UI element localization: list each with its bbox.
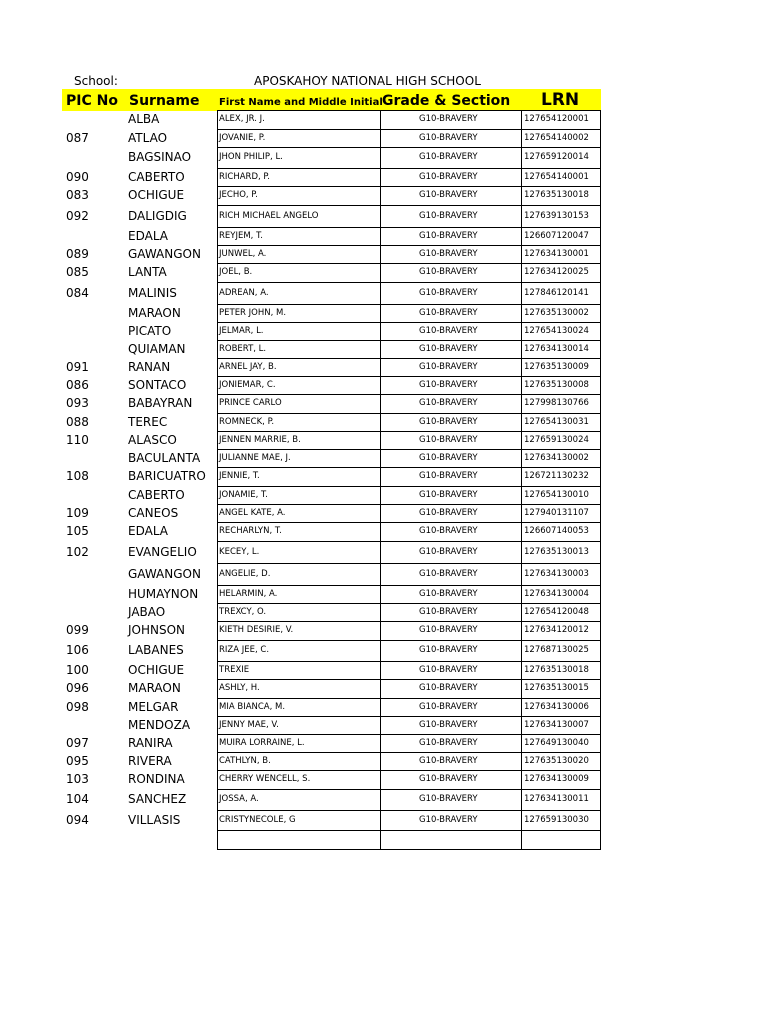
column-header-grade-section: Grade & Section xyxy=(382,93,511,109)
first-name-cell: ROMNECK, P. xyxy=(219,416,275,427)
pic-no-cell: 104 xyxy=(66,792,89,807)
school-name: APOSKAHOY NATIONAL HIGH SCHOOL xyxy=(254,74,481,88)
surname-cell: EVANGELIO xyxy=(128,544,197,559)
surname-cell: GAWANGON xyxy=(128,246,201,261)
first-name-cell: JENNIE, T. xyxy=(219,471,260,482)
grid-line xyxy=(217,147,601,148)
first-name-cell: RIZA JEE, C. xyxy=(219,645,270,656)
lrn-cell: 127635130009 xyxy=(524,361,589,372)
surname-cell: GAWANGON xyxy=(128,566,201,581)
pic-no-cell: 098 xyxy=(66,699,89,714)
grid-line xyxy=(217,522,601,523)
first-name-cell: JOEL, B. xyxy=(219,267,253,278)
lrn-cell: 127940131107 xyxy=(524,507,589,518)
surname-cell: MENDOZA xyxy=(128,717,191,732)
first-name-cell: JENNY MAE, V. xyxy=(219,719,279,730)
grid-line xyxy=(217,186,601,187)
grade-section-cell: G10-BRAVERY xyxy=(419,230,478,241)
surname-cell: CANEOS xyxy=(128,505,179,520)
first-name-cell: TREXCY, O. xyxy=(219,606,267,617)
first-name-cell: HELARMIN, A. xyxy=(219,588,278,599)
grade-section-cell: G10-BRAVERY xyxy=(419,568,478,579)
grade-section-cell: G10-BRAVERY xyxy=(419,416,478,427)
grade-section-cell: G10-BRAVERY xyxy=(419,398,478,409)
surname-cell: MELGAR xyxy=(128,699,179,714)
first-name-cell: JUNWEL, A. xyxy=(219,248,267,259)
grid-line xyxy=(217,340,601,341)
grid-line xyxy=(217,810,601,811)
pic-no-cell: 094 xyxy=(66,812,89,827)
grade-section-cell: G10-BRAVERY xyxy=(419,526,478,537)
surname-cell: MARAON xyxy=(128,681,181,696)
grid-line xyxy=(217,770,601,771)
surname-cell: OCHIGUE xyxy=(128,662,185,677)
column-header-lrn: LRN xyxy=(541,90,580,110)
lrn-cell: 127634130002 xyxy=(524,452,589,463)
grade-section-cell: G10-BRAVERY xyxy=(419,287,478,298)
lrn-cell: 127634130014 xyxy=(524,343,589,354)
surname-cell: RONDINA xyxy=(128,772,185,787)
grid-line xyxy=(217,282,601,283)
grade-section-cell: G10-BRAVERY xyxy=(419,452,478,463)
grade-section-cell: G10-BRAVERY xyxy=(419,814,478,825)
pic-no-cell: 095 xyxy=(66,753,89,768)
lrn-cell: 126721130232 xyxy=(524,471,589,482)
pic-no-cell: 088 xyxy=(66,414,89,429)
first-name-cell: ASHLY, H. xyxy=(219,683,260,694)
grade-section-cell: G10-BRAVERY xyxy=(419,434,478,445)
lrn-cell: 127846120141 xyxy=(524,287,589,298)
pic-no-cell: 091 xyxy=(66,359,89,374)
lrn-cell: 127659130030 xyxy=(524,814,589,825)
surname-cell: EDALA xyxy=(128,524,168,539)
lrn-cell: 127634130001 xyxy=(524,248,589,259)
lrn-cell: 127635130020 xyxy=(524,755,589,766)
grid-line xyxy=(217,504,601,505)
first-name-cell: RICHARD, P. xyxy=(219,171,270,182)
surname-cell: ATLAO xyxy=(128,130,168,145)
first-name-cell: JOVANIE, P. xyxy=(219,132,266,143)
grid-line xyxy=(217,640,601,641)
lrn-cell: 127634130011 xyxy=(524,794,589,805)
school-label: School: xyxy=(74,74,118,88)
grid-line xyxy=(217,716,601,717)
surname-cell: LANTA xyxy=(128,265,167,280)
grade-section-cell: G10-BRAVERY xyxy=(419,190,478,201)
first-name-cell: MIA BIANCA, M. xyxy=(219,701,286,712)
lrn-cell: 127635130002 xyxy=(524,307,589,318)
grid-line xyxy=(217,205,601,206)
lrn-cell: 127635130015 xyxy=(524,683,589,694)
first-name-cell: JELMAR, L. xyxy=(219,325,264,336)
lrn-cell: 126607120047 xyxy=(524,230,589,241)
pic-no-cell: 089 xyxy=(66,246,89,261)
grid-line xyxy=(217,394,601,395)
lrn-cell: 126607140053 xyxy=(524,526,589,537)
grid-line xyxy=(217,413,601,414)
surname-cell: QUIAMAN xyxy=(128,341,186,356)
table-header xyxy=(62,89,601,111)
pic-no-cell: 083 xyxy=(66,188,89,203)
first-name-cell: RECHARLYN, T. xyxy=(219,526,282,537)
pic-no-cell: 093 xyxy=(66,396,89,411)
lrn-cell: 127634120012 xyxy=(524,625,589,636)
first-name-cell: KECEY, L. xyxy=(219,546,260,557)
column-header-pic-no: PIC No xyxy=(66,93,118,109)
first-name-cell: KIETH DESIRIE, V. xyxy=(219,625,294,636)
first-name-cell: PETER JOHN, M. xyxy=(219,307,287,318)
grid-line xyxy=(217,563,601,564)
first-name-cell: JENNEN MARRIE, B. xyxy=(219,434,301,445)
surname-cell: SONTACO xyxy=(128,377,187,392)
grade-section-cell: G10-BRAVERY xyxy=(419,114,478,125)
grid-line xyxy=(217,541,601,542)
grid-line xyxy=(217,304,601,305)
surname-cell: BACULANTA xyxy=(128,450,201,465)
surname-cell: LABANES xyxy=(128,643,184,658)
surname-cell: BAGSINAO xyxy=(128,150,192,165)
grid-line xyxy=(217,431,601,432)
surname-cell: JABAO xyxy=(128,604,166,619)
surname-cell: CABERTO xyxy=(128,169,185,184)
grade-section-cell: G10-BRAVERY xyxy=(419,171,478,182)
grade-section-cell: G10-BRAVERY xyxy=(419,606,478,617)
surname-cell: EDALA xyxy=(128,228,168,243)
grade-section-cell: G10-BRAVERY xyxy=(419,701,478,712)
grid-line xyxy=(217,698,601,699)
first-name-cell: JONIEMAR, C. xyxy=(219,379,276,390)
lrn-cell: 127634130007 xyxy=(524,719,589,730)
pic-no-cell: 097 xyxy=(66,735,89,750)
grade-section-cell: G10-BRAVERY xyxy=(419,507,478,518)
first-name-cell: ANGELIE, D. xyxy=(219,568,271,579)
surname-cell: PICATO xyxy=(128,323,172,338)
surname-cell: RIVERA xyxy=(128,753,172,768)
grid-line xyxy=(217,129,601,130)
first-name-cell: JULIANNE MAE, J. xyxy=(219,452,291,463)
lrn-cell: 127635130018 xyxy=(524,190,589,201)
lrn-cell: 127634120025 xyxy=(524,267,589,278)
grid-line xyxy=(217,110,601,111)
grade-section-cell: G10-BRAVERY xyxy=(419,737,478,748)
lrn-cell: 127654130024 xyxy=(524,325,589,336)
pic-no-cell: 105 xyxy=(66,524,89,539)
grid-line xyxy=(217,467,601,468)
surname-cell: CABERTO xyxy=(128,487,185,502)
grid-line xyxy=(217,245,601,246)
lrn-cell: 127635130008 xyxy=(524,379,589,390)
lrn-cell: 127634130004 xyxy=(524,588,589,599)
lrn-cell: 127659130024 xyxy=(524,434,589,445)
grade-section-cell: G10-BRAVERY xyxy=(419,625,478,636)
grade-section-cell: G10-BRAVERY xyxy=(419,361,478,372)
first-name-cell: CHERRY WENCELL, S. xyxy=(219,774,311,785)
lrn-cell: 127654140002 xyxy=(524,132,589,143)
grade-section-cell: G10-BRAVERY xyxy=(419,267,478,278)
grade-section-cell: G10-BRAVERY xyxy=(419,471,478,482)
first-name-cell: REYJEM, T. xyxy=(219,230,263,241)
grade-section-cell: G10-BRAVERY xyxy=(419,664,478,675)
grid-line xyxy=(217,603,601,604)
grid-line xyxy=(217,849,601,850)
surname-cell: BABAYRAN xyxy=(128,396,193,411)
surname-cell: MARAON xyxy=(128,305,181,320)
grid-line xyxy=(217,830,601,831)
pic-no-cell: 109 xyxy=(66,505,89,520)
first-name-cell: JONAMIE, T. xyxy=(219,489,268,500)
lrn-cell: 127654120048 xyxy=(524,606,589,617)
pic-no-cell: 100 xyxy=(66,662,89,677)
pic-no-cell: 108 xyxy=(66,469,89,484)
pic-no-cell: 092 xyxy=(66,208,89,223)
grade-section-cell: G10-BRAVERY xyxy=(419,379,478,390)
surname-cell: ALASCO xyxy=(128,432,177,447)
surname-cell: MALINIS xyxy=(128,285,177,300)
grid-line xyxy=(521,110,522,849)
pic-no-cell: 086 xyxy=(66,377,89,392)
first-name-cell: MUIRA LORRAINE, L. xyxy=(219,737,305,748)
pic-no-cell: 102 xyxy=(66,544,89,559)
surname-cell: TEREC xyxy=(128,414,168,429)
grid-line xyxy=(217,449,601,450)
pic-no-cell: 085 xyxy=(66,265,89,280)
grid-line xyxy=(217,585,601,586)
grid-line xyxy=(217,621,601,622)
surname-cell: RANIRA xyxy=(128,735,173,750)
first-name-cell: ALEX, JR. J. xyxy=(219,114,265,125)
surname-cell: DALIGDIG xyxy=(128,208,187,223)
grade-section-cell: G10-BRAVERY xyxy=(419,307,478,318)
lrn-cell: 127634130009 xyxy=(524,774,589,785)
grade-section-cell: G10-BRAVERY xyxy=(419,248,478,259)
grade-section-cell: G10-BRAVERY xyxy=(419,774,478,785)
lrn-cell: 127635130018 xyxy=(524,664,589,675)
first-name-cell: CATHLYN, B. xyxy=(219,755,271,766)
pic-no-cell: 099 xyxy=(66,623,89,638)
lrn-cell: 127654130031 xyxy=(524,416,589,427)
grade-section-cell: G10-BRAVERY xyxy=(419,343,478,354)
lrn-cell: 127634130003 xyxy=(524,568,589,579)
grade-section-cell: G10-BRAVERY xyxy=(419,152,478,163)
grade-section-cell: G10-BRAVERY xyxy=(419,794,478,805)
lrn-cell: 127654140001 xyxy=(524,171,589,182)
grade-section-cell: G10-BRAVERY xyxy=(419,132,478,143)
pic-no-cell: 096 xyxy=(66,681,89,696)
pic-no-cell: 106 xyxy=(66,643,89,658)
grid-line xyxy=(217,734,601,735)
grid-line xyxy=(217,227,601,228)
grid-line xyxy=(217,486,601,487)
first-name-cell: PRINCE CARLO xyxy=(219,398,282,409)
grid-line xyxy=(217,110,218,849)
grade-section-cell: G10-BRAVERY xyxy=(419,719,478,730)
first-name-cell: ANGEL KATE, A. xyxy=(219,507,286,518)
first-name-cell: ADREAN, A. xyxy=(219,287,269,298)
lrn-cell: 127654120001 xyxy=(524,114,589,125)
lrn-cell: 127654130010 xyxy=(524,489,589,500)
grid-line xyxy=(217,752,601,753)
lrn-cell: 127649130040 xyxy=(524,737,589,748)
surname-cell: VILLASIS xyxy=(128,812,181,827)
first-name-cell: TREXIE xyxy=(219,664,250,675)
pic-no-cell: 090 xyxy=(66,169,89,184)
pic-no-cell: 087 xyxy=(66,130,89,145)
surname-cell: JOHNSON xyxy=(128,623,186,638)
pic-no-cell: 103 xyxy=(66,772,89,787)
first-name-cell: JECHO, P. xyxy=(219,190,258,201)
grid-line xyxy=(217,376,601,377)
grid-line xyxy=(217,789,601,790)
grid-line xyxy=(600,110,601,849)
grade-section-cell: G10-BRAVERY xyxy=(419,210,478,221)
grade-section-cell: G10-BRAVERY xyxy=(419,755,478,766)
surname-cell: SANCHEZ xyxy=(128,792,187,807)
surname-cell: RANAN xyxy=(128,359,171,374)
grid-line xyxy=(217,358,601,359)
first-name-cell: ROBERT, L. xyxy=(219,343,267,354)
first-name-cell: ARNEL JAY, B. xyxy=(219,361,277,372)
surname-cell: ALBA xyxy=(128,112,160,127)
grade-section-cell: G10-BRAVERY xyxy=(419,683,478,694)
grade-section-cell: G10-BRAVERY xyxy=(419,489,478,500)
grid-line xyxy=(217,322,601,323)
lrn-cell: 127635130013 xyxy=(524,546,589,557)
grade-section-cell: G10-BRAVERY xyxy=(419,645,478,656)
pic-no-cell: 110 xyxy=(66,432,89,447)
surname-cell: OCHIGUE xyxy=(128,188,185,203)
first-name-cell: RICH MICHAEL ANGELO xyxy=(219,210,319,221)
surname-cell: HUMAYNON xyxy=(128,586,199,601)
grade-section-cell: G10-BRAVERY xyxy=(419,588,478,599)
grid-line xyxy=(217,679,601,680)
first-name-cell: JOSSA, A. xyxy=(219,794,259,805)
lrn-cell: 127998130766 xyxy=(524,398,589,409)
surname-cell: BARICUATRO xyxy=(128,469,206,484)
first-name-cell: CRISTYNECOLE, G xyxy=(219,814,296,825)
grid-line xyxy=(217,661,601,662)
column-header-surname: Surname xyxy=(129,93,200,109)
lrn-cell: 127634130006 xyxy=(524,701,589,712)
grade-section-cell: G10-BRAVERY xyxy=(419,546,478,557)
lrn-cell: 127659120014 xyxy=(524,152,589,163)
first-name-cell: JHON PHILIP, L. xyxy=(219,152,283,163)
lrn-cell: 127639130153 xyxy=(524,210,589,221)
grid-line xyxy=(380,110,381,849)
grade-section-cell: G10-BRAVERY xyxy=(419,325,478,336)
lrn-cell: 127687130025 xyxy=(524,645,589,656)
pic-no-cell: 084 xyxy=(66,285,89,300)
grid-line xyxy=(217,263,601,264)
column-header-first-name: First Name and Middle Initial xyxy=(219,97,383,108)
grid-line xyxy=(217,168,601,169)
